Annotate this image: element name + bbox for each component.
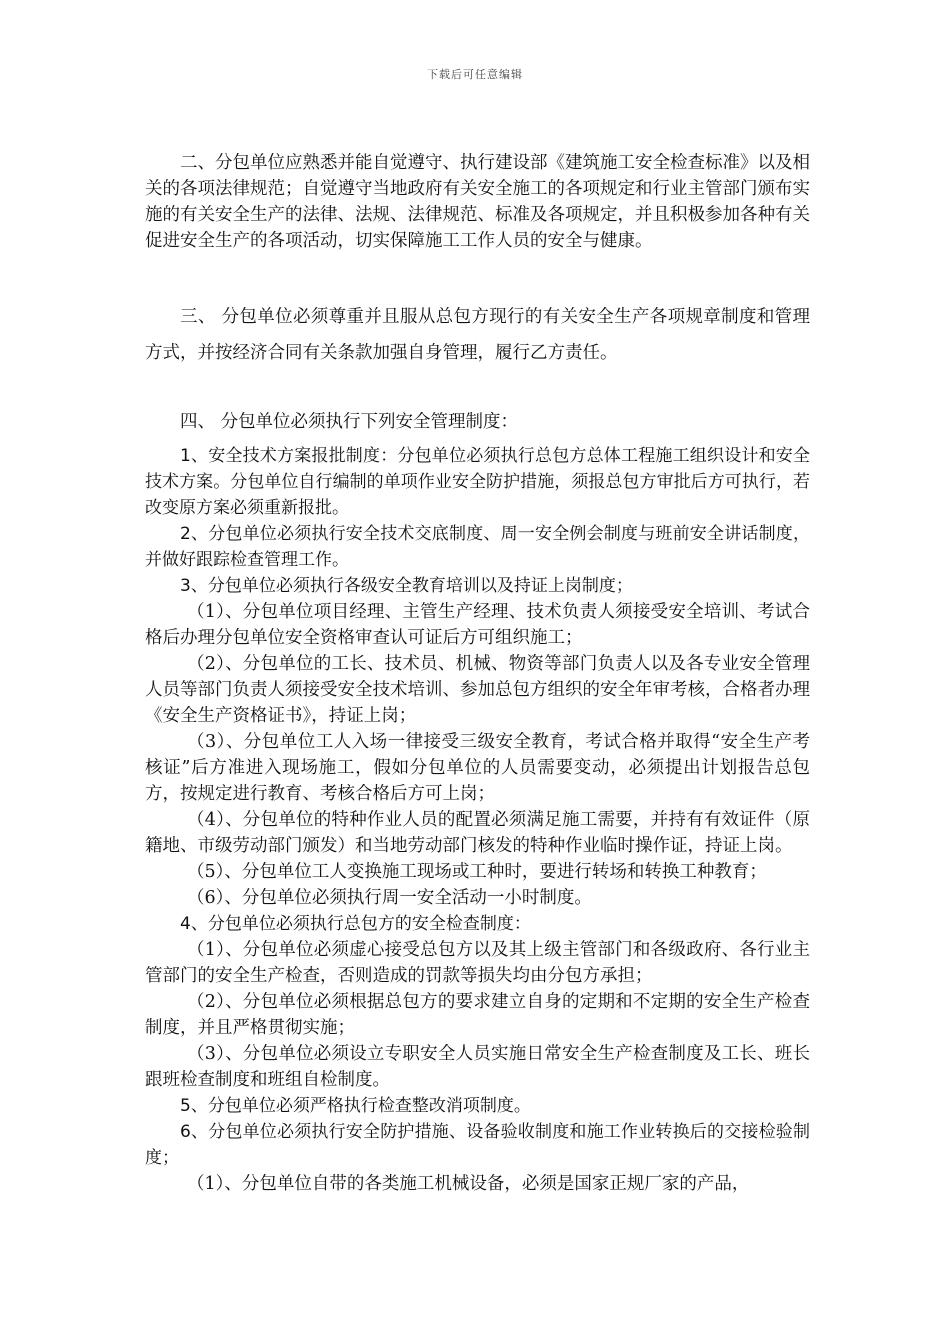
- section-3-paragraph: 三、 分包单位必须尊重并且服从总包方现行的有关安全生产各项规章制度和管理方式，并按经济合同有关条款加强自身管理，履行乙方责任。: [145, 307, 810, 363]
- rule-item-3-4: （4）、分包单位的特种作业人员的配置必须满足施工需要，并持有有效证件（原籍地、市级劳动部门颁发）和当地劳动部门核发的特种作业临时操作证，持证上岗。: [145, 810, 810, 856]
- rule-item-1: 1、安全技术方案报批制度：分包单位必须执行总包方总体工程施工组织设计和安全技术方案。分包单位自行编制的单项作业安全防护措施，须报总包方审批后方可执行，若改变原方案必须重新报批。: [145, 446, 810, 518]
- spacer: [145, 371, 810, 409]
- page-header: 下载后可任意编辑: [427, 68, 523, 81]
- rule-item-6: 6、分包单位必须执行安全防护措施、设备验收制度和施工作业转换后的交接检验制度；: [145, 1122, 810, 1168]
- rule-item-4: 4、分包单位必须执行总包方的安全检查制度：: [180, 914, 531, 934]
- rule-item-3-6: （6）、分包单位必须执行周一安全活动一小时制度。: [187, 888, 592, 908]
- rule-item-5: 5、分包单位必须严格执行检查整改消项制度。: [180, 1096, 531, 1116]
- section-4-heading: 四、 分包单位必须执行下列安全管理制度：: [180, 412, 519, 432]
- rule-item-3-3: （3）、分包单位工人入场一律接受三级安全教育，考试合格并取得“安全生产考核证”后方准进入现场施工，假如分包单位的人员需要变动，必须提出计划报告总包方，按规定进行教育、考核合格后方可上岗；: [145, 732, 810, 804]
- rule-item-6-1: （1）、分包单位自带的各类施工机械设备，必须是国家正规厂家的产品，: [187, 1174, 750, 1194]
- spacer: [145, 254, 810, 299]
- rule-item-3-2: （2）、分包单位的工长、技术员、机械、物资等部门负责人以及各专业安全管理人员等部门负责人须接受安全技术培训、参加总包方组织的安全年审考核，合格者办理《安全生产资格证书》，持证上岗；: [145, 654, 810, 726]
- section-2-paragraph: 二、分包单位应熟悉并能自觉遵守、执行建设部《建筑施工安全检查标准》以及相关的各项法律规范；自觉遵守当地政府有关安全施工的各项规定和行业主管部门颁布实施的有关安全生产的法律、法规、法律规范、标准及各项规定，并且积极参加各种有关促进安全生产的各项活动，切实保障施工工作人员的安全与健康。: [145, 153, 810, 251]
- rule-item-4-3: （3）、分包单位必须设立专职安全人员实施日常安全生产检查制度及工长、班长跟班检查制度和班组自检制度。: [145, 1044, 810, 1090]
- document-body: [145, 150, 810, 1197]
- rule-item-3-1: （1）、分包单位项目经理、主管生产经理、技术负责人须接受安全培训、考试合格后办理分包单位安全资格审查认可证后方可组织施工；: [145, 602, 810, 648]
- rule-item-2: 2、分包单位必须执行安全技术交底制度、周一安全例会制度与班前安全讲话制度，并做好跟踪检查管理工作。: [145, 524, 810, 570]
- rule-item-4-1: （1）、分包单位必须虚心接受总包方以及其上级主管部门和各级政府、各行业主管部门的安全生产检查，否则造成的罚款等损失均由分包方承担；: [145, 940, 810, 986]
- rule-item-3-5: （5）、分包单位工人变换施工现场或工种时，要进行转场和转换工种教育；: [187, 862, 767, 882]
- rule-item-3: 3、分包单位必须执行各级安全教育培训以及持证上岗制度；: [180, 576, 633, 596]
- rule-item-4-2: （2）、分包单位必须根据总包方的要求建立自身的定期和不定期的安全生产检查制度，并且严格贯彻实施；: [145, 992, 810, 1038]
